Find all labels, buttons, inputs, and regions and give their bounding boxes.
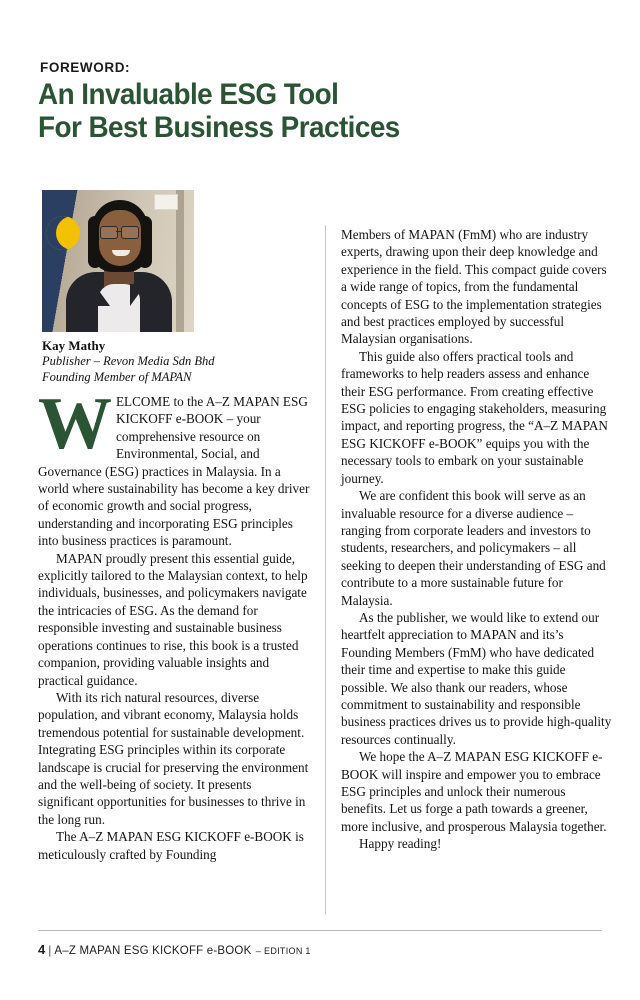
paragraph: This guide also offers practical tools and frameworks to help readers assess and enhance their ESG performance. From creating effective ESG policies to engaging stakeholders, measuring impact, and reporting progress, the “A–Z MAPAN ESG KICKOFF e-BOOK” equips you with the necessary tools to embark on your sustainable journey.	[341, 348, 608, 486]
footer	[38, 941, 311, 959]
author-role-line-1: Publisher – Revon Media Sdn Bhd	[42, 354, 215, 368]
paragraph: As the publisher, we would like to extend our heartfelt appreciation to MAPAN and its’s Founding Members (FmM) who have dedicated their time and expertise to make this guide possible. We also thank our readers, whose commitment to sustainability and responsible business practices drives us to provide high-quality resources continually.	[341, 609, 612, 747]
body-column-left	[38, 383, 310, 863]
portrait-collar-left	[94, 284, 110, 306]
page-number: 4	[38, 942, 46, 957]
page-title	[38, 78, 475, 144]
footer-separator: |	[48, 943, 52, 957]
paragraph: The A–Z MAPAN ESG KICKOFF e-BOOK is meticulously crafted by Founding	[38, 829, 304, 862]
paragraph: Members of MAPAN (FmM) who are industry experts, drawing upon their deep knowledge and experience in the field. This compact guide covers a wide range of topics, from the fundamental concepts of ESG to the implementation strategies and best practices employed by successful Malaysian organisations.	[341, 227, 607, 347]
footer-edition: – EDITION 1	[255, 946, 311, 956]
paragraph: Happy reading!	[359, 836, 442, 852]
column-divider	[325, 225, 326, 915]
paragraph: MAPAN proudly present this essential guide, explicitly tailored to the Malaysian context, to help individuals, businesses, and policymakers navigate the intricacies of ESG. As the demand for responsible investing and sustainable business operations continues to rise, this book is a trusted companion, providing valuable insights and practical guidance.	[38, 550, 308, 688]
portrait-glasses-right	[121, 226, 139, 239]
portrait-collar-right	[130, 284, 146, 306]
footer-rule	[38, 930, 602, 931]
foreword-kicker: FOREWORD:	[40, 60, 131, 75]
paragraph-with-dropcap	[38, 383, 310, 550]
portrait-glasses-bridge	[116, 231, 121, 232]
drop-cap: W	[38, 383, 112, 465]
paragraph-text: ELCOME to the A–Z MAPAN ESG KICKOFF e-BOOK – your comprehensive resource on Environmental, Social, and Governance (ESG) practices in Malaysia. In a world where sustainability has become a key driver of economic growth and social progress, understanding and incorporating ESG principles into business practices is paramount.	[38, 394, 310, 549]
headline-line-1: An Invaluable ESG Tool	[38, 78, 339, 111]
portrait-glasses-left	[100, 226, 118, 239]
author-portrait	[42, 190, 194, 332]
author-block	[42, 190, 215, 385]
author-name: Kay Mathy	[42, 338, 106, 353]
headline-line-2: For Best Business Practices	[38, 111, 400, 144]
portrait-doorframe	[176, 190, 184, 332]
footer-book-title: A–Z MAPAN ESG KICKOFF e-BOOK	[54, 945, 252, 957]
paragraph: We are confident this book will serve as an invaluable resource for a diverse audience – ranging from corporate leaders and investors to students, researchers, and policymakers – all seeking to deepen their understanding of ESG and contribute to a more sustainable future for Malaysia.	[341, 488, 606, 608]
paragraph: We hope the A–Z MAPAN ESG KICKOFF e-BOOK will inspire and empower you to embrace ESG principles and unlock their numerous benefits. Let us forge a path towards a greener, more inclusive, and prosperous Malaysia together.	[341, 749, 607, 834]
portrait-wall-note	[154, 194, 178, 210]
author-role-line-2: Founding Member of MAPAN	[42, 369, 192, 384]
body-column-right	[341, 226, 613, 853]
paragraph: With its rich natural resources, diverse population, and vibrant economy, Malaysia holds tremendous potential for sustainable development. Integrating ESG principles within its corporate landscape is crucial for preserving the environment and the well-being of society. It presents significant opportunities for businesses to thrive in the long run.	[38, 689, 309, 827]
